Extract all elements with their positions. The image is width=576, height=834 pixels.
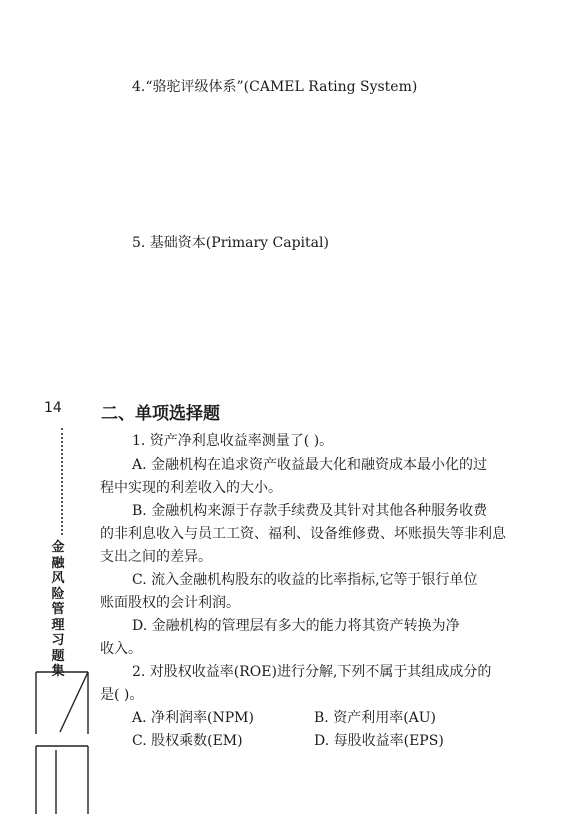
book-title-char: 集 bbox=[51, 664, 65, 679]
book-title-char: 融 bbox=[51, 555, 65, 571]
book-title-char: 金 bbox=[51, 540, 65, 555]
question-2-option-c: C. 股权乘数(EM) bbox=[132, 733, 243, 749]
question-1-option-d-cont: 收入。 bbox=[100, 641, 142, 657]
question-2-option-d: D. 每股收益率(EPS) bbox=[314, 733, 444, 749]
book-title-char: 险 bbox=[51, 586, 65, 602]
question-2-option-a: A. 净利润率(NPM) bbox=[132, 710, 254, 726]
book-title-char: 风 bbox=[51, 571, 65, 586]
question-1-option-c: C. 流入金融机构股东的收益的比率指标,它等于银行单位 bbox=[132, 572, 478, 588]
book-title-char: 管 bbox=[51, 602, 65, 617]
question-1-option-b-cont: 的非利息收入与员工工资、福利、设备维修费、坏账损失等非利息 bbox=[100, 526, 506, 542]
side-dotted-line bbox=[61, 428, 63, 535]
decorative-box-marks bbox=[30, 664, 92, 824]
book-title-char: 题 bbox=[51, 648, 65, 664]
question-1-option-a: A. 金融机构在追求资产收益最大化和融资成本最小化的过 bbox=[132, 457, 488, 473]
question-2-stem: 2. 对股权收益率(ROE)进行分解,下列不属于其组成成分的 bbox=[132, 664, 492, 680]
book-title-char: 习 bbox=[51, 633, 65, 648]
question-1-option-b: B. 金融机构来源于存款手续费及其针对其他各种服务收费 bbox=[132, 503, 488, 519]
question-1-stem: 1. 资产净利息收益率测量了( )。 bbox=[132, 433, 334, 449]
book-title-char: 理 bbox=[51, 617, 65, 633]
question-1-option-c-cont: 账面股权的会计利润。 bbox=[100, 595, 240, 611]
question-1-option-d: D. 金融机构的管理层有多大的能力将其资产转换为净 bbox=[132, 618, 460, 634]
section-title: 二、单项选择题 bbox=[101, 404, 220, 424]
term-camel-rating-system: 4.“骆驼评级体系”(CAMEL Rating System) bbox=[132, 79, 418, 95]
question-2-stem-cont: 是( )。 bbox=[100, 687, 144, 703]
question-2-option-b: B. 资产利用率(AU) bbox=[314, 710, 437, 726]
page-number: 14 bbox=[44, 400, 62, 416]
question-1-option-b-cont: 支出之间的差异。 bbox=[100, 549, 212, 565]
term-primary-capital: 5. 基础资本(Primary Capital) bbox=[132, 235, 329, 251]
question-1-option-a-cont: 程中实现的利差收入的大小。 bbox=[100, 480, 282, 496]
book-title-vertical bbox=[47, 540, 69, 680]
